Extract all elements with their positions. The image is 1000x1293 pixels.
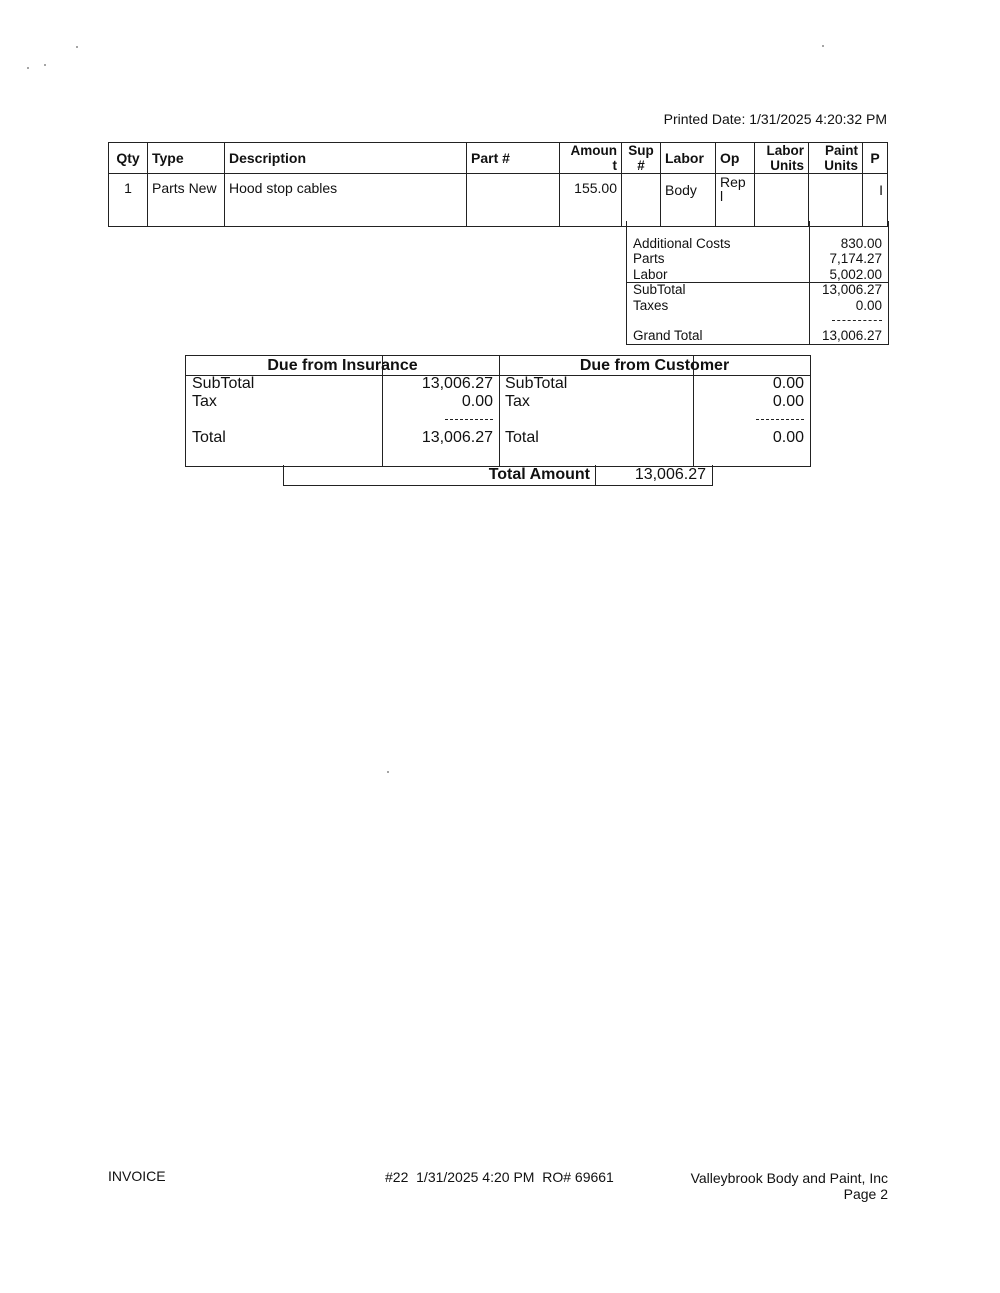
col-op: Op (716, 143, 755, 174)
parts-value: 7,174.27 (829, 251, 882, 266)
col-type: Type (148, 143, 225, 174)
totals-taxes (633, 298, 882, 313)
additional-costs-value: 830.00 (840, 236, 882, 251)
grand-total-value: 13,006.27 (821, 328, 882, 343)
insurance-total-dash (445, 419, 493, 420)
col-description: Description (225, 143, 467, 174)
customer-subtotal-value: 0.00 (772, 375, 804, 392)
totals-additional-costs (633, 236, 882, 251)
cell-sup (622, 174, 661, 227)
col-sup (622, 143, 661, 174)
insurance-tax-label: Tax (192, 393, 217, 410)
cell-op-line1: Rep (720, 174, 746, 190)
insurance-total-label: Total (192, 429, 226, 446)
customer-subtotal-label: SubTotal (505, 375, 568, 392)
subtotal-label: SubTotal (633, 282, 686, 297)
col-paint-units (809, 143, 863, 174)
col-labor: Labor (661, 143, 716, 174)
cell-part-number (467, 174, 560, 227)
total-amount-value: 13,006.27 (634, 466, 706, 483)
col-labor-units (755, 143, 809, 174)
col-part-number: Part # (467, 143, 560, 174)
due-from-customer-header: Due from Customer (579, 357, 730, 374)
col-labor-units-line1: Labor (766, 143, 804, 158)
customer-tax-value: 0.00 (772, 393, 804, 410)
due-header-rule (186, 375, 810, 376)
labor-value: 5,002.00 (829, 267, 882, 282)
totals-subtotal (633, 282, 882, 297)
due-summary (185, 355, 811, 467)
col-p: P (863, 143, 888, 174)
insurance-subtotal-value: 13,006.27 (421, 375, 493, 392)
totals-summary (626, 221, 889, 345)
due-from-insurance-header: Due from Insurance (267, 357, 418, 374)
parts-label: Parts (633, 251, 665, 266)
col-sup-line2: # (637, 158, 645, 173)
insurance-tax-value: 0.00 (461, 393, 493, 410)
cell-p: I (863, 174, 888, 227)
col-qty: Qty (109, 143, 148, 174)
cell-labor: Body (661, 174, 716, 227)
col-amount-line1: Amoun (570, 143, 617, 158)
insurance-subtotal-label: SubTotal (192, 375, 255, 392)
col-paint-units-line1: Paint (824, 143, 858, 158)
cell-type: Parts New (148, 174, 225, 227)
taxes-label: Taxes (633, 298, 669, 313)
additional-costs-label: Additional Costs (633, 236, 731, 251)
total-amount-label: Total Amount (488, 466, 590, 483)
customer-tax-label: Tax (505, 393, 530, 410)
col-paint-units-line2: Units (824, 158, 858, 173)
customer-total-value: 0.00 (772, 429, 804, 446)
grand-total-dash (832, 320, 882, 321)
cell-op-line2: l (720, 188, 724, 204)
footer-document-type: INVOICE (108, 1168, 166, 1184)
subtotal-value: 13,006.27 (821, 282, 882, 297)
cell-description: Hood stop cables (225, 174, 467, 227)
total-amount-bar (283, 465, 713, 486)
col-amount (560, 143, 622, 174)
taxes-value: 0.00 (855, 298, 882, 313)
footer-company-block (691, 1170, 888, 1202)
customer-total-dash (756, 419, 804, 420)
footer-company-name: Valleybrook Body and Paint, Inc (690, 1170, 888, 1186)
footer-page-number: Page 2 (843, 1186, 888, 1202)
footer-reference: #22 1/31/2025 4:20 PM RO# 69661 (385, 1169, 614, 1185)
cell-labor-units (755, 174, 809, 227)
labor-label: Labor (633, 267, 668, 282)
totals-labor (633, 267, 882, 282)
cell-paint-units (809, 174, 863, 227)
col-sup-line1: Sup (628, 143, 654, 158)
line-items-table (108, 142, 888, 227)
col-amount-line2: t (612, 158, 617, 173)
cell-amount: 155.00 (560, 174, 622, 227)
totals-grand-total (633, 328, 882, 343)
table-row (109, 174, 888, 227)
grand-total-label: Grand Total (633, 328, 703, 343)
insurance-total-value: 13,006.27 (421, 429, 493, 446)
table-header-row (109, 143, 888, 174)
col-labor-units-line2: Units (770, 158, 804, 173)
cell-qty: 1 (109, 174, 148, 227)
printed-date: Printed Date: 1/31/2025 4:20:32 PM (663, 111, 887, 127)
total-amount-divider (595, 465, 596, 485)
customer-total-label: Total (505, 429, 539, 446)
totals-parts (633, 251, 882, 266)
cell-op (716, 174, 755, 227)
